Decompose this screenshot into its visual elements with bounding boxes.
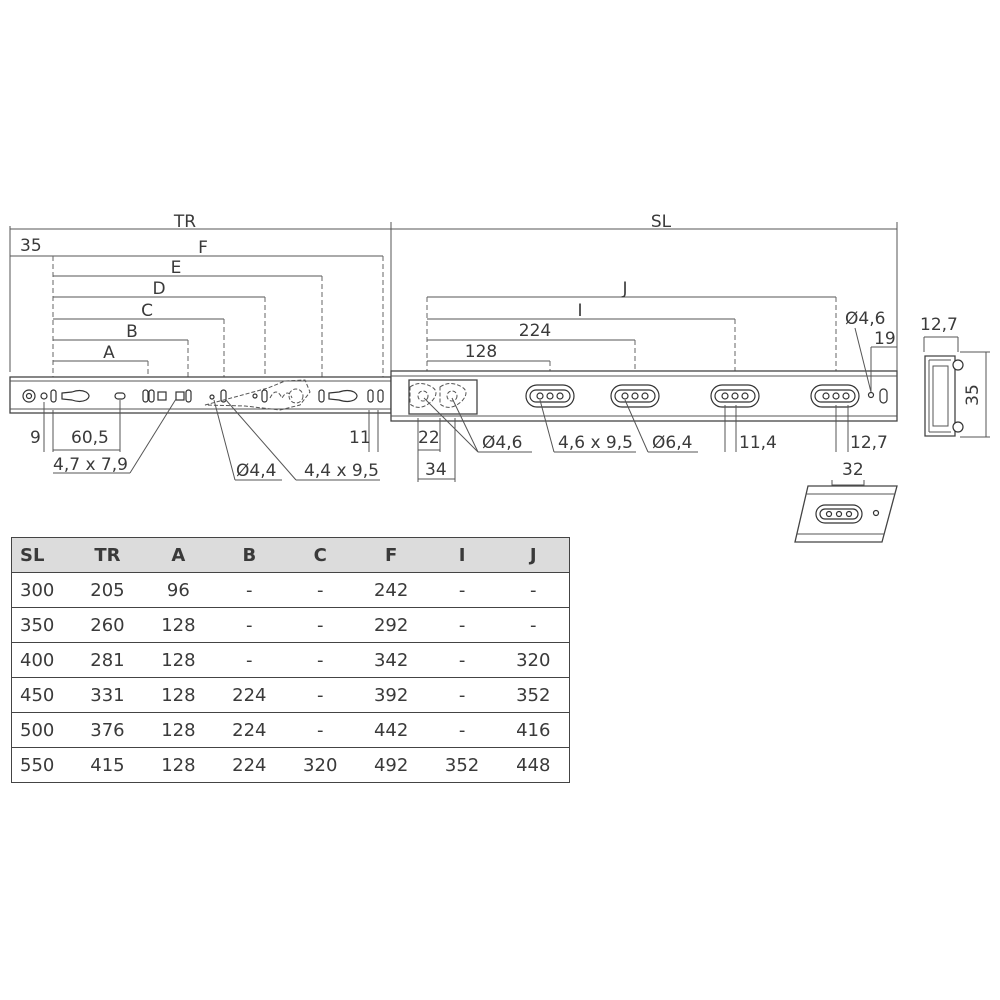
dim-e-label: E	[170, 258, 182, 278]
col-header: A	[143, 538, 214, 573]
table-row	[12, 678, 570, 713]
dim-c-label: C	[141, 301, 153, 321]
table-cell: 442	[356, 713, 427, 748]
dia-64-label: Ø6,4	[652, 433, 693, 453]
table-cell: 224	[214, 678, 285, 713]
col-header: TR	[72, 538, 143, 573]
table-cell: 292	[356, 608, 427, 643]
dia-46-mid-label: Ø4,6	[482, 433, 523, 453]
slot-cluster	[711, 385, 759, 407]
table-cell: 500	[12, 713, 73, 748]
dim-128-label: 128	[464, 342, 498, 362]
table-cell: 342	[356, 643, 427, 678]
table-cell: -	[498, 573, 570, 608]
table-cell: -	[498, 608, 570, 643]
table-cell: 492	[373, 754, 409, 776]
dim-35-label: 35	[20, 236, 42, 256]
dim-12-7-bot-label: 12,7	[850, 433, 888, 453]
table-cell: 128	[143, 713, 214, 748]
table-cell: 205	[72, 573, 143, 608]
slot-cluster	[526, 385, 574, 407]
dim-34-label: 34	[425, 460, 447, 480]
dim-b-label: B	[126, 322, 138, 342]
dim-22-label: 22	[418, 428, 440, 448]
dia-44-label: Ø4,4	[236, 461, 277, 481]
dim-tr-label: TR	[173, 212, 197, 232]
table-cell: 550	[20, 754, 55, 776]
table-row	[12, 748, 570, 783]
side-profile	[920, 315, 990, 437]
table-cell: 392	[356, 678, 427, 713]
dim-32-label: 32	[842, 460, 864, 480]
table-cell: -	[427, 573, 498, 608]
table-cell: 128	[143, 608, 214, 643]
table-cell: 128	[143, 678, 214, 713]
table-row	[12, 573, 570, 608]
table-cell: 450	[12, 678, 73, 713]
col-header: I	[427, 538, 498, 573]
table-cell: 352	[444, 754, 480, 776]
table-cell: 224	[232, 754, 267, 776]
table-cell: 260	[72, 608, 143, 643]
table-cell: 331	[72, 678, 143, 713]
dim-d-label: D	[152, 279, 166, 299]
table-cell: -	[427, 643, 498, 678]
col-header: B	[214, 538, 285, 573]
table-cell: 320	[303, 754, 338, 776]
right-rail	[391, 371, 897, 421]
col-header: F	[356, 538, 427, 573]
col-header: J	[498, 538, 570, 573]
table-cell: 415	[90, 754, 125, 776]
table-cell: -	[427, 608, 498, 643]
table-row	[12, 608, 570, 643]
table-cell: -	[285, 678, 356, 713]
table-cell: 96	[143, 573, 214, 608]
table-cell: 128	[161, 754, 196, 776]
dim-60-5-label: 60,5	[71, 428, 109, 448]
table-cell: -	[214, 608, 285, 643]
table-row	[12, 643, 570, 678]
table-cell: 448	[516, 754, 551, 776]
table-cell: 352	[498, 678, 570, 713]
table-cell: 376	[72, 713, 143, 748]
slot-cluster	[811, 385, 859, 407]
table-cell: 350	[12, 608, 73, 643]
table-cell: 300	[12, 573, 73, 608]
table-cell: -	[285, 608, 356, 643]
dim-sl-label: SL	[650, 212, 672, 232]
slot-46x95-label: 4,6 x 9,5	[558, 433, 633, 453]
dim-9-label: 9	[30, 428, 41, 448]
dim-a-label: A	[103, 343, 115, 363]
table-cell: 400	[12, 643, 73, 678]
dim-d46-top-label: Ø4,6	[845, 309, 886, 329]
table-cell: 224	[214, 713, 285, 748]
inset-detail	[795, 460, 897, 542]
table-cell: -	[214, 573, 285, 608]
dim-11-4-label: 11,4	[739, 433, 777, 453]
dim-11-label: 11	[349, 428, 371, 448]
dim-19-label: 19	[874, 329, 896, 349]
col-header: SL	[12, 538, 73, 573]
table-cell: -	[427, 713, 498, 748]
table-cell: -	[285, 573, 356, 608]
table-row	[12, 713, 570, 748]
dim-i-label: I	[577, 301, 583, 321]
table-cell: 242	[356, 573, 427, 608]
col-header: C	[285, 538, 356, 573]
left-dimension-ladder	[10, 236, 383, 388]
dim-12-7-top-label: 12,7	[920, 315, 958, 335]
table-cell: 416	[498, 713, 570, 748]
table-cell: -	[427, 678, 498, 713]
slot-cluster	[611, 385, 659, 407]
slot-47x79-label: 4,7 x 7,9	[53, 455, 128, 475]
dim-f-label: F	[198, 238, 208, 258]
dim-j-label: J	[622, 279, 628, 299]
overall-dimension	[10, 212, 897, 372]
table-cell: -	[285, 713, 356, 748]
dimension-table	[11, 537, 570, 783]
table-cell: 128	[143, 643, 214, 678]
dim-224-label: 224	[518, 321, 552, 341]
dim-35-side-label: 35	[963, 384, 983, 406]
table-cell: -	[285, 643, 356, 678]
table-header-row	[12, 538, 570, 573]
left-rail	[10, 377, 391, 413]
table-cell: -	[214, 643, 285, 678]
slot-44x95-label: 4,4 x 9,5	[304, 461, 379, 481]
table-cell: 320	[498, 643, 570, 678]
table-cell: 281	[72, 643, 143, 678]
